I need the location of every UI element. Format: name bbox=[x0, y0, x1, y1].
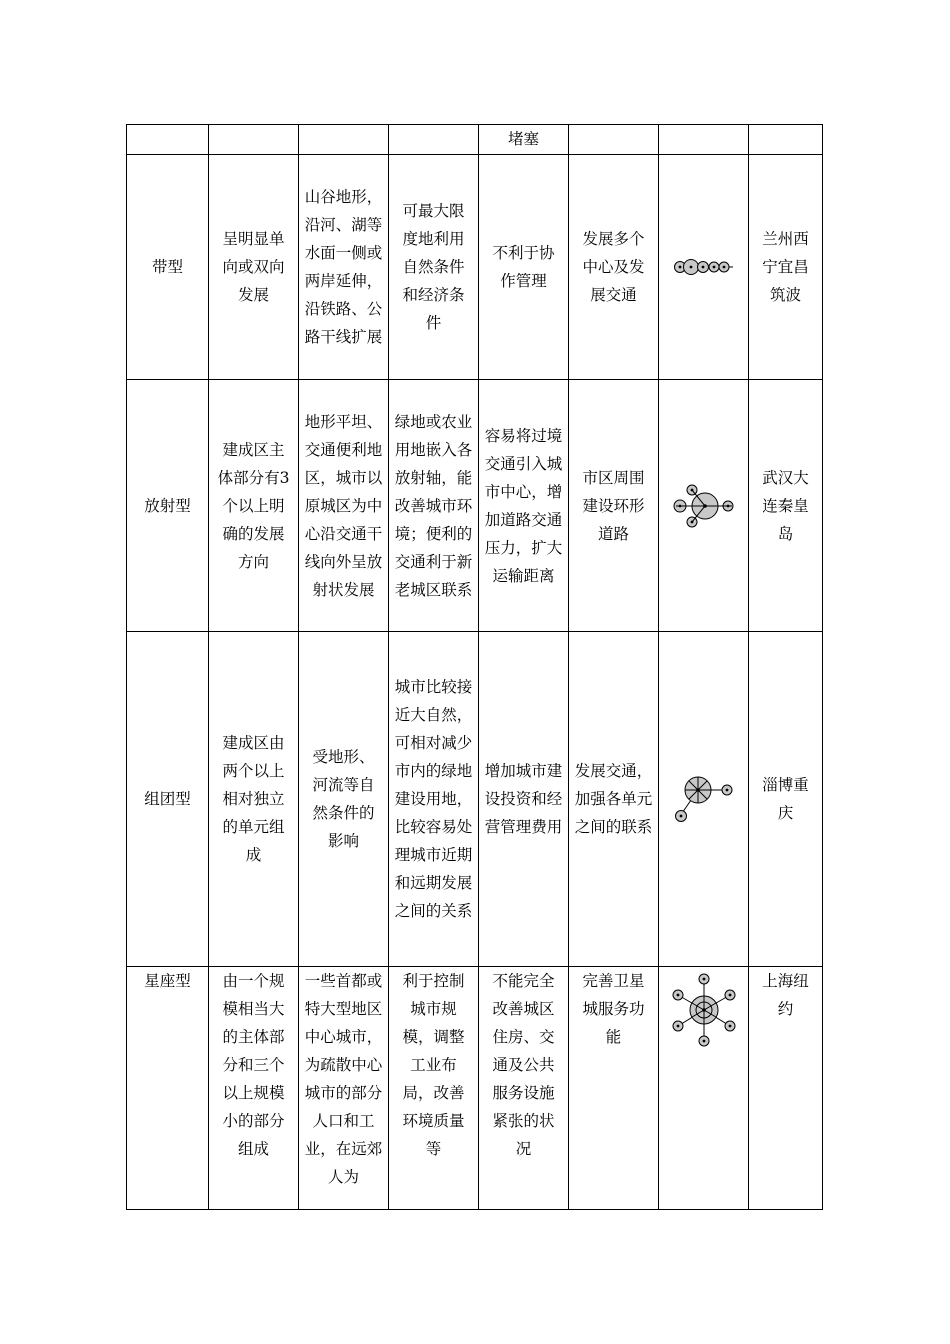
cell-disadvantage: 不利于协作管理 bbox=[479, 155, 569, 380]
cell-empty bbox=[127, 125, 209, 155]
constellation-city-diagram-icon bbox=[669, 971, 739, 1049]
cell-empty bbox=[389, 125, 479, 155]
table-row-band bbox=[127, 155, 823, 380]
cell-example: 上海纽约 bbox=[749, 967, 823, 1210]
table-row-cluster bbox=[127, 632, 823, 967]
table-row-constellation bbox=[127, 967, 823, 1210]
cell-feature: 建成区由两个以上相对独立的单元组成 bbox=[209, 632, 299, 967]
cell-advantage: 城市比较接近大自然，可相对减少市内的绿地建设用地，比较容易处理城市近期和远期发展之间的关系 bbox=[389, 632, 479, 967]
cell-measure: 发展多个中心及发展交通 bbox=[569, 155, 659, 380]
cell-diagram bbox=[659, 380, 749, 632]
cell-distribution: 地形平坦、交通便利地区，城市以原城区为中心沿交通干线向外呈放射状发展 bbox=[299, 380, 389, 632]
cell-type: 带型 bbox=[127, 155, 209, 380]
cell-disadvantage: 不能完全改善城区住房、交通及公共服务设施紧张的状况 bbox=[479, 967, 569, 1210]
cell-measure: 完善卫星城服务功能 bbox=[569, 967, 659, 1210]
cell-feature: 由一个规模相当大的主体部分和三个以上规模小的部分组成 bbox=[209, 967, 299, 1210]
cell-measure: 发展交通，加强各单元之间的联系 bbox=[569, 632, 659, 967]
cell-distribution: 山谷地形，沿河、湖等水面一侧或两岸延伸，沿铁路、公路干线扩展 bbox=[299, 155, 389, 380]
cell-advantage: 可最大限度地利用自然条件和经济条件 bbox=[389, 155, 479, 380]
radial-city-diagram-icon bbox=[672, 476, 736, 536]
cell-distribution: 一些首都或特大型地区中心城市，为疏散中心城市的部分人口和工业，在远郊人为 bbox=[299, 967, 389, 1210]
table-row-continuation bbox=[127, 125, 823, 155]
cell-type: 放射型 bbox=[127, 380, 209, 632]
cell-distribution: 受地形、河流等自然条件的影响 bbox=[299, 632, 389, 967]
cell-feature: 建成区主体部分有3个以上明确的发展方向 bbox=[209, 380, 299, 632]
cell-empty bbox=[749, 125, 823, 155]
cell-empty bbox=[569, 125, 659, 155]
cell-advantage: 绿地或农业用地嵌入各放射轴，能改善城市环境；便利的交通利于新老城区联系 bbox=[389, 380, 479, 632]
cell-diagram bbox=[659, 155, 749, 380]
cell-disadvantage: 增加城市建设投资和经营管理费用 bbox=[479, 632, 569, 967]
urban-form-table bbox=[126, 124, 823, 1210]
cell-example: 兰州西宁宜昌筑波 bbox=[749, 155, 823, 380]
cluster-city-diagram-icon bbox=[672, 772, 736, 826]
band-city-diagram-icon bbox=[671, 256, 737, 278]
cell-disadvantage: 堵塞 bbox=[479, 125, 569, 155]
cell-disadvantage: 容易将过境交通引入城市中心，增加道路交通压力，扩大运输距离 bbox=[479, 380, 569, 632]
cell-empty bbox=[299, 125, 389, 155]
cell-type: 组团型 bbox=[127, 632, 209, 967]
cell-diagram bbox=[659, 967, 749, 1210]
cell-example: 武汉大连秦皇岛 bbox=[749, 380, 823, 632]
cell-measure: 市区周围建设环形道路 bbox=[569, 380, 659, 632]
cell-empty bbox=[209, 125, 299, 155]
cell-diagram bbox=[659, 632, 749, 967]
cell-empty bbox=[659, 125, 749, 155]
cell-type: 星座型 bbox=[127, 967, 209, 1210]
cell-advantage: 利于控制城市规模，调整工业布局，改善环境质量等 bbox=[389, 967, 479, 1210]
cell-example: 淄博重庆 bbox=[749, 632, 823, 967]
cell-feature: 呈明显单向或双向发展 bbox=[209, 155, 299, 380]
table-row-radial bbox=[127, 380, 823, 632]
